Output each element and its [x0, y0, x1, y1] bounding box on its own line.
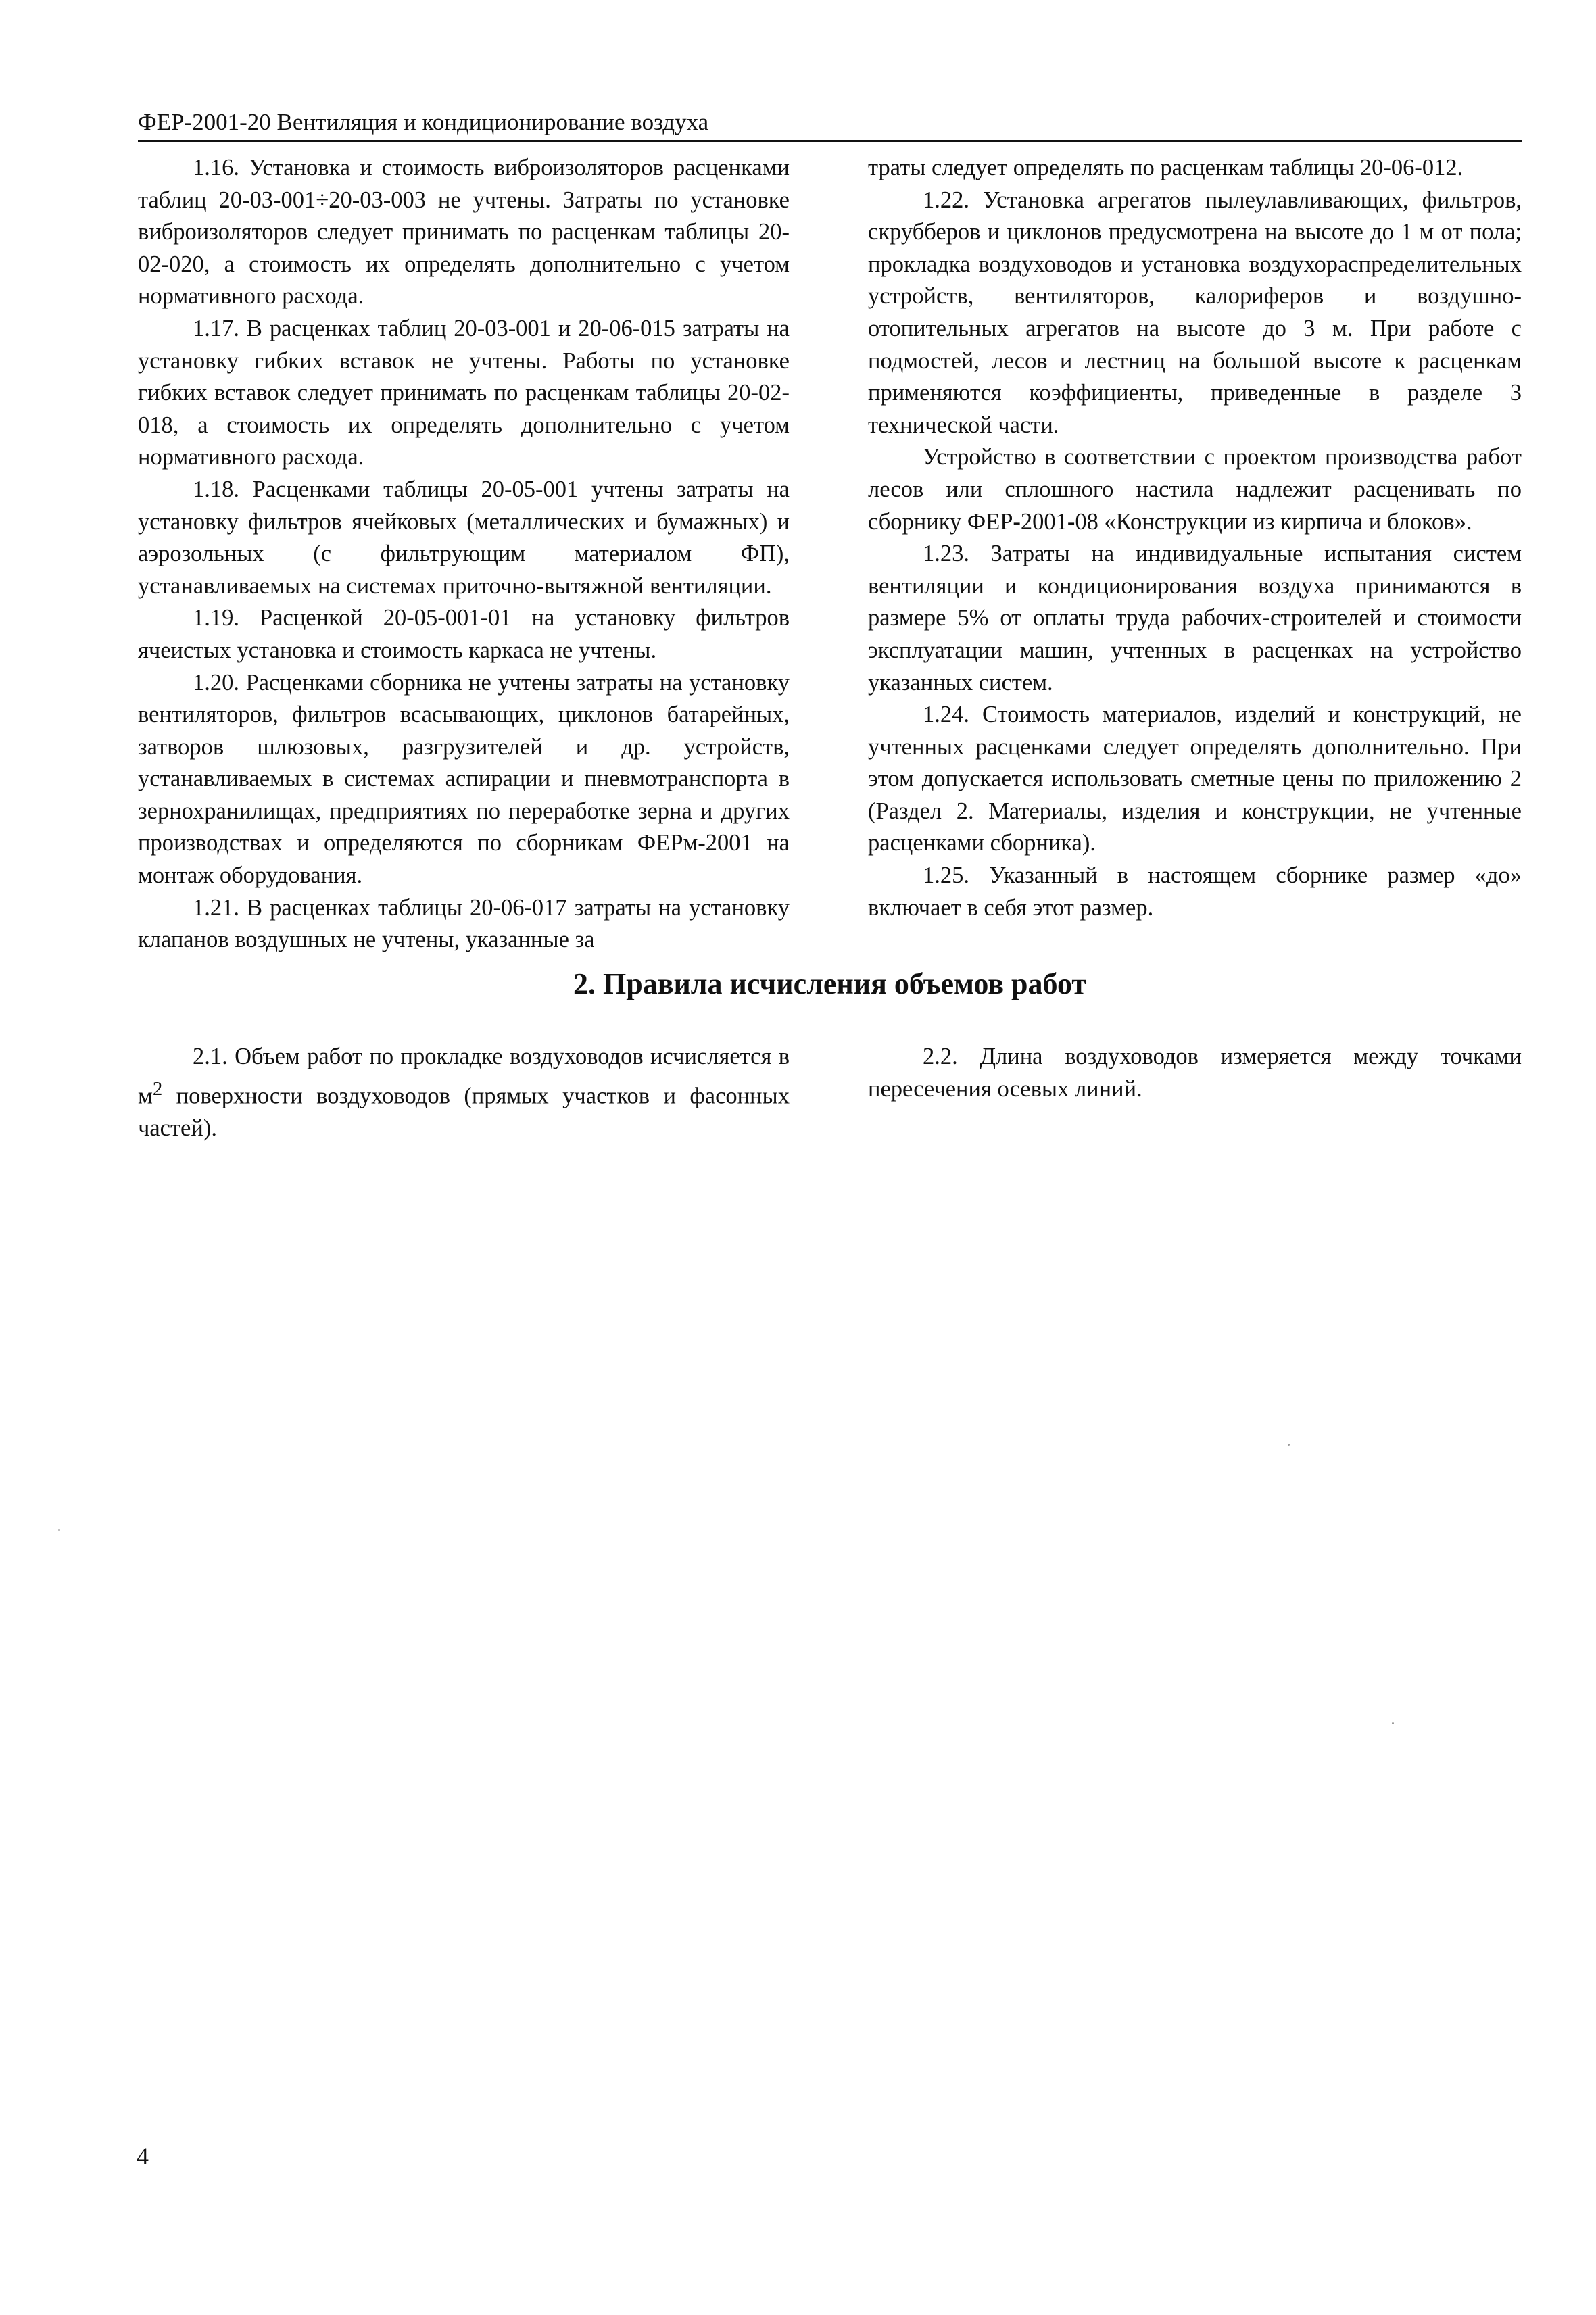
paragraph-1-21: 1.21. В расценках таблицы 20-06-017 затраты на установку клапанов воздушных не учтены, указанные за: [138, 894, 790, 953]
paragraph-1-20: 1.20. Расценками сборника не учтены затраты на установку вентиляторов, фильтров всасывающих, циклонов батарейных, затворов шлюзовых, разгрузителей и др. устройств, устанавливаемых в системах аспирации и пневмотранспорта в зернохранилищах, предприятиях по переработке зерна и других производствах и определяются по сборникам ФЕРм-2001 на монтаж оборудования.: [138, 669, 790, 889]
section1-right-column: [868, 152, 1522, 924]
paragraph-1-17: 1.17. В расценках таблиц 20-03-001 и 20-06-015 затраты на установку гибких вставок не учтены. Работы по установке гибких вставок следует принимать по расценкам таблицы 20-02-018, а стоимость их определять дополнительно с учетом нормативного расхода.: [138, 315, 790, 470]
running-header: ФЕР-2001-20 Вентиляция и кондиционирование воздуха: [138, 109, 709, 135]
section2-left-column: [138, 1041, 790, 1144]
section1-left-column: [138, 152, 790, 956]
paragraph-1-25: 1.25. Указанный в настоящем сборнике размер «до» включает в себя этот размер.: [868, 862, 1522, 921]
square-superscript: 2: [152, 1077, 163, 1100]
paragraph-1-18: 1.18. Расценками таблицы 20-05-001 учтены затраты на установку фильтров ячейковых (металлических и бумажных) и аэрозольных (с фильтрующим материалом ФП), устанавливаемых на системах приточно-вытяжной вентиляции.: [138, 476, 790, 599]
paragraph-1-21-continued: траты следует определять по расценкам таблицы 20-06-012.: [868, 155, 1464, 180]
paragraph-2-2: 2.2. Длина воздуховодов измеряется между точками пересечения осевых линий.: [868, 1044, 1522, 1102]
paragraph-1-16: 1.16. Установка и стоимость виброизоляторов расценками таблиц 20-03-001÷20-03-003 не учтены. Затраты по установке виброизоляторов следует принимать по расценкам таблицы 20-02-020, а стоимость их определять дополнительно с учетом нормативного расхода.: [138, 155, 790, 310]
paragraph-1-24: 1.24. Стоимость материалов, изделий и конструкций, не учтенных расценками следует определять дополнительно. При этом допускается использовать сметные цены по приложению 2 (Раздел 2. Материалы, изделия и конструкции, не учтенные расценками сборника).: [868, 702, 1522, 856]
paragraph-2-1-text-end: поверхности воздуховодов (прямых участков и фасонных частей).: [138, 1083, 790, 1141]
paragraph-2-1: [138, 1041, 790, 1144]
paragraph-scaffolding: Устройство в соответствии с проектом производства работ лесов или сплошного настила надлежит расценивать по сборнику ФЕР-2001-08 «Конструкции из кирпича и блоков».: [868, 444, 1522, 535]
header-rule: [138, 140, 1522, 142]
page-number: 4: [137, 2143, 149, 2170]
paragraph-1-19: 1.19. Расценкой 20-05-001-01 на установку фильтров ячеистых установка и стоимость каркаса не учтены.: [138, 605, 790, 663]
scan-speck: [1288, 1444, 1290, 1446]
paragraph-1-22: 1.22. Установка агрегатов пылеулавливающих, фильтров, скрубберов и циклонов предусмотрена на высоте до 1 м от пола; прокладка воздуховодов и установка воздухораспределительных устройств, вентиляторов, калориферов и воздушно-отопительных агрегатов на высоте до 3 м. При работе с подмостей, лесов и лестниц на большой высоте к расценкам применяются коэффициенты, приведенные в разделе 3 технической части.: [868, 187, 1522, 438]
scan-speck: [1392, 1722, 1394, 1724]
section2-right-column: [868, 1041, 1522, 1105]
section-2-heading: 2. Правила исчисления объемов работ: [573, 967, 1086, 1000]
scan-speck: [58, 1529, 60, 1531]
paragraph-2-1-text-start: 2.1. Объем работ по прокладке воздуховодов исчисляется в м: [138, 1044, 790, 1109]
paragraph-1-23: 1.23. Затраты на индивидуальные испытания систем вентиляции и кондиционирования воздуха принимаются в размере 5% от оплаты труда рабочих-строителей и стоимости эксплуатации машин, учтенных в расценках на устройство указанных систем.: [868, 541, 1522, 696]
